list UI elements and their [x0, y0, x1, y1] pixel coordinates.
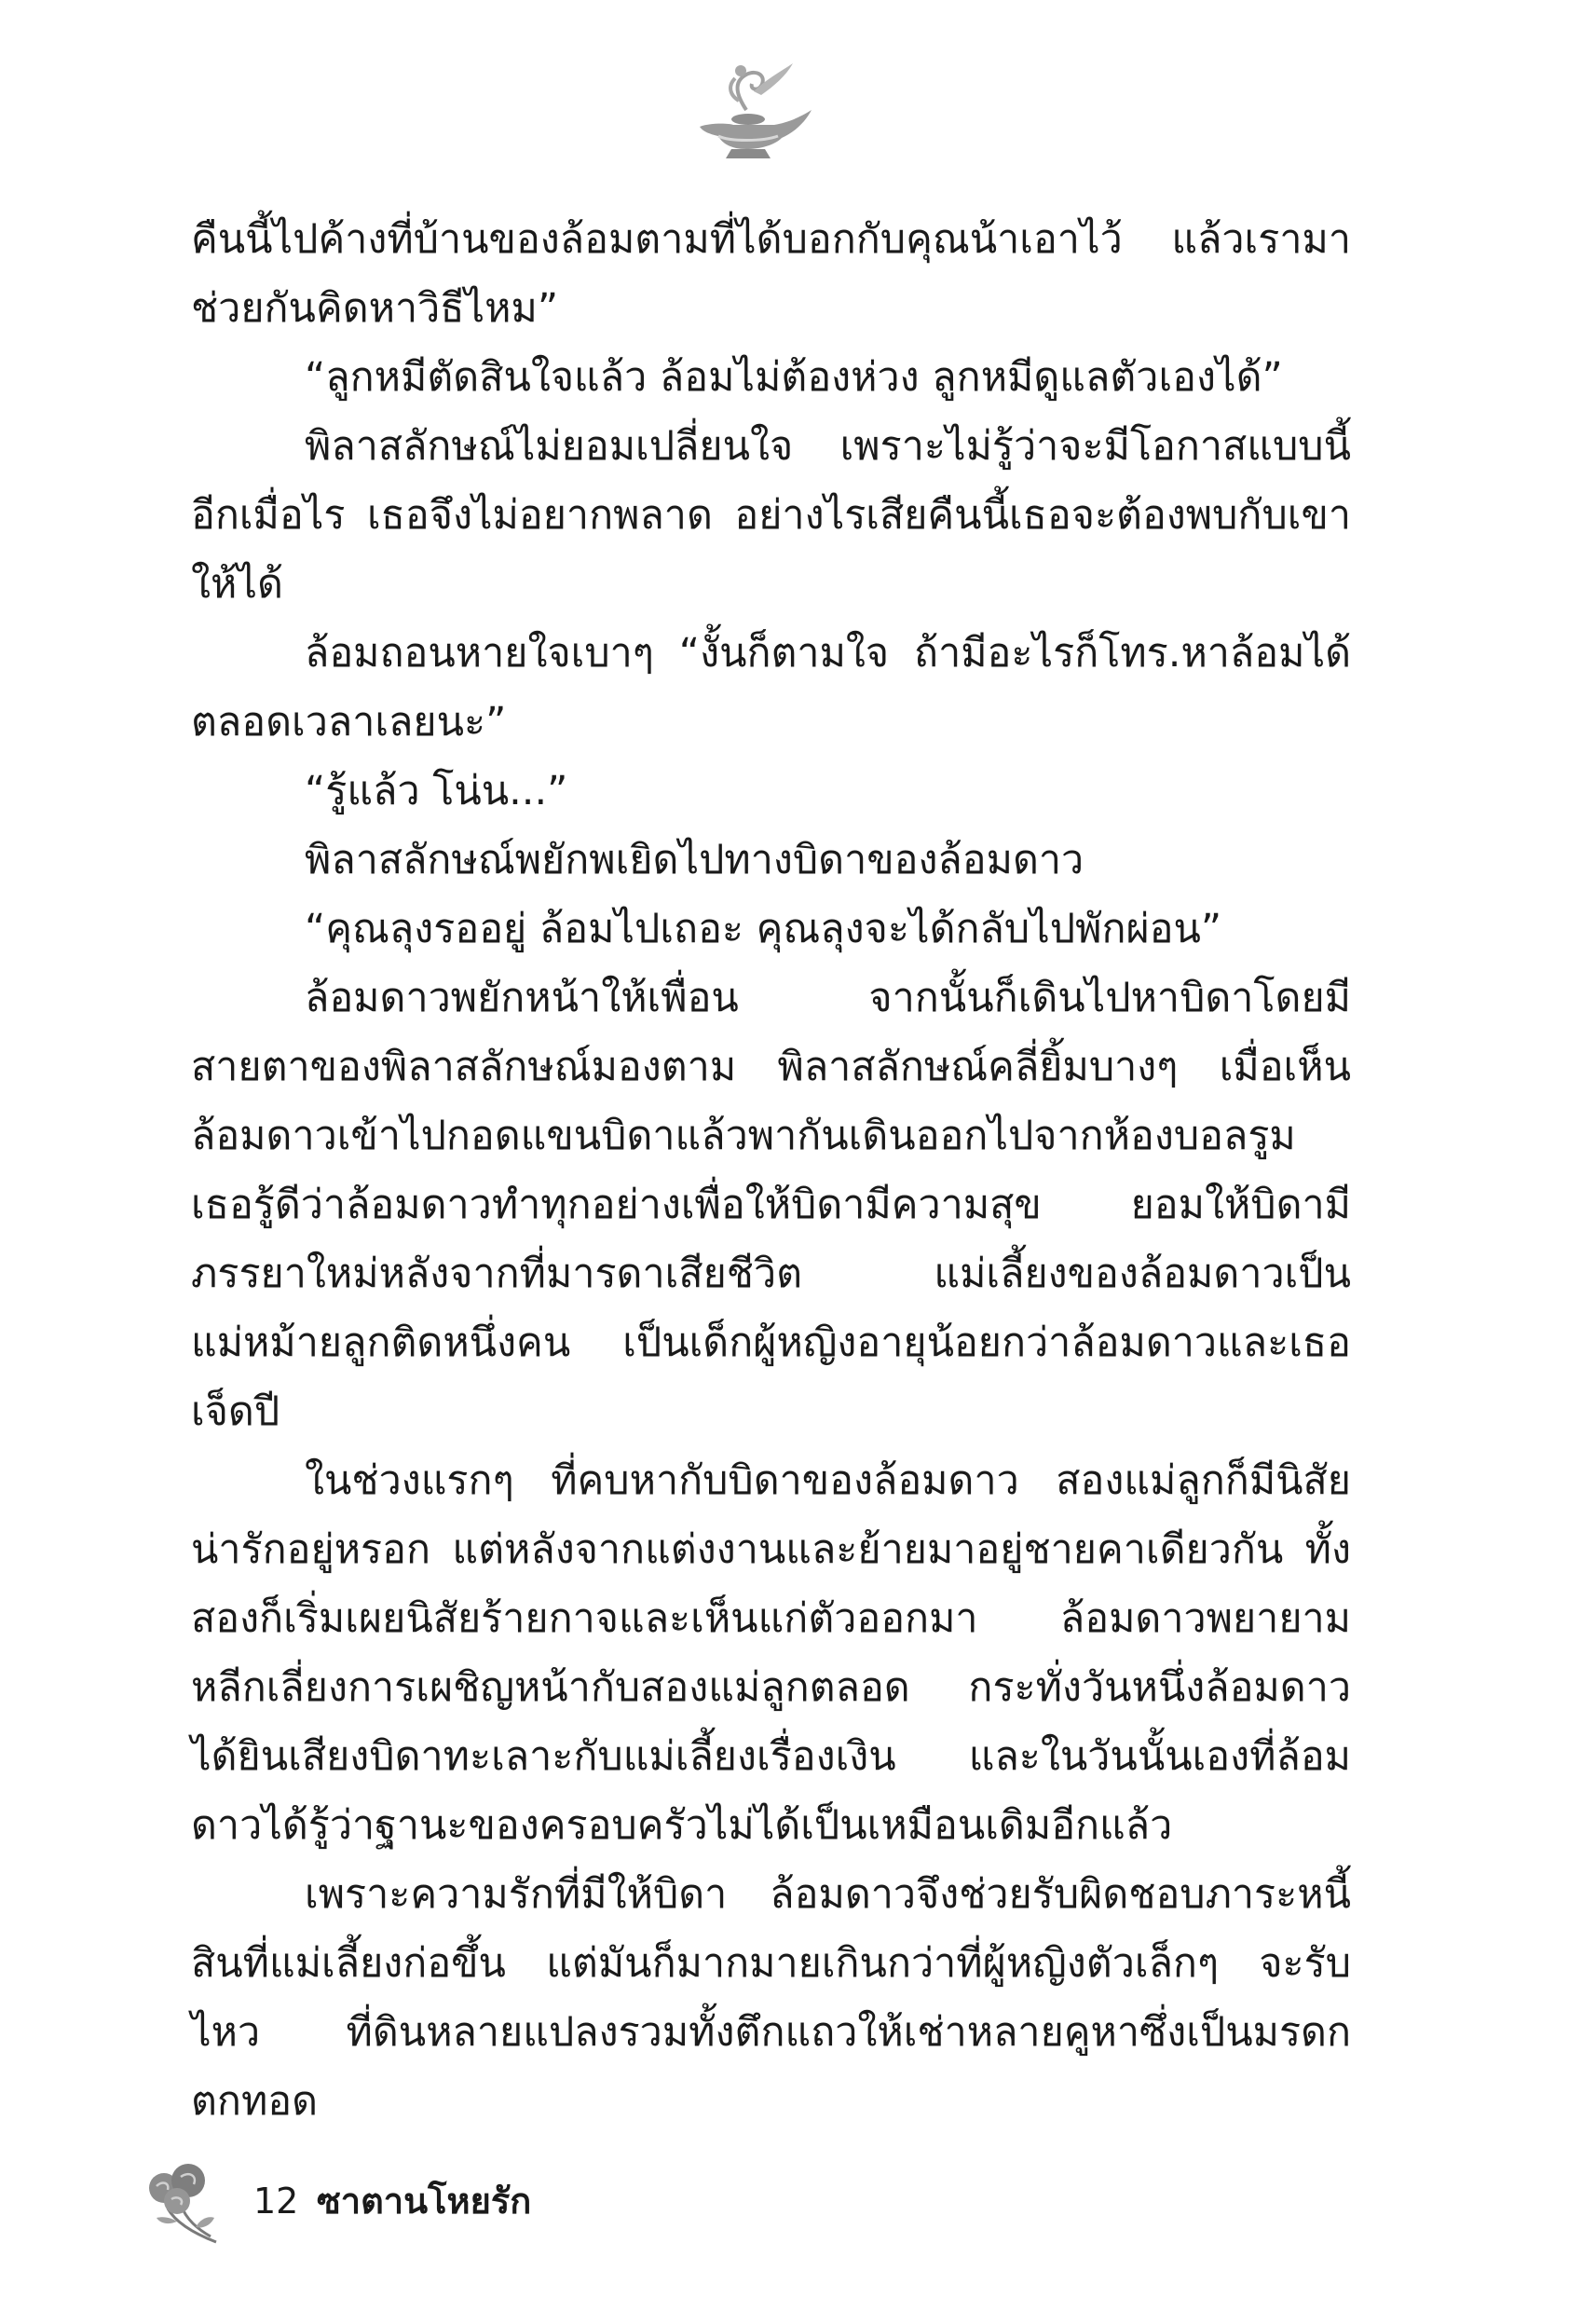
paragraph: “คุณลุงรออยู่ ล้อมไปเถอะ คุณลุงจะได้กลับไปพักผ่อน”: [305, 906, 1222, 952]
paragraph: “ลูกหมีตัดสินใจแล้ว ล้อมไม่ต้องห่วง ลูกหมีดูแลตัวเองได้”: [305, 354, 1283, 401]
book-title: ซาตานโหยรัก: [317, 2181, 532, 2222]
page-number: 12: [253, 2181, 299, 2222]
paragraph: คืนนี้ไปค้างที่บ้านของล้อมตามที่ได้บอกกับคุณน้าเอาไว้ แล้วเรามาช่วยกันคิดหาวิธีไหม”: [191, 216, 1351, 332]
page-footer: [140, 2143, 792, 2246]
genie-lamp-icon: [681, 54, 821, 166]
paragraph: ล้อมถอนหายใจเบาๆ “งั้นก็ตามใจ ถ้ามีอะไรก็โทร.หาล้อมได้ตลอดเวลาเลยนะ”: [191, 630, 1351, 745]
paragraph: “รู้แล้ว โน่น...”: [305, 768, 568, 814]
rose-icon: [140, 2143, 233, 2246]
paragraph: เพราะความรักที่มีให้บิดา ล้อมดาวจึงช่วยรับผิดชอบภาระหนี้สินที่แม่เลี้ยงก่อขึ้น แต่มันก็มากมายเกินกว่าที่ผู้หญิงตัวเล็กๆ จะรับไหว ที่ดินหลายแปลงรวมทั้งตึกแถวให้เช่าหลายคูหาซึ่งเป็นมรดกตกทอด: [191, 1871, 1351, 2125]
paragraph: พิลาสลักษณ์พยักพเยิดไปทางบิดาของล้อมดาว: [305, 837, 1084, 883]
paragraph: พิลาสลักษณ์ไม่ยอมเปลี่ยนใจ เพราะไม่รู้ว่าจะมีโอกาสแบบนี้อีกเมื่อไร เธอจึงไม่อยากพลาด อย่างไรเสียคืนนี้เธอจะต้องพบกับเขาให้ได้: [191, 423, 1351, 608]
paragraph: ล้อมดาวพยักหน้าให้เพื่อน จากนั้นก็เดินไปหาบิดาโดยมีสายตาของพิลาสลักษณ์มองตาม พิลาสลักษณ์คลี่ยิ้มบางๆ เมื่อเห็นล้อมดาวเข้าไปกอดแขนบิดาแล้วพากันเดินออกไปจากห้องบอลรูม เธอรู้ดีว่าล้อมดาวทำทุกอย่างเพื่อให้บิดามีความสุข ยอมให้บิดามีภรรยาใหม่หลังจากที่มารดาเสียชีวิต แม่เลี้ยงของล้อมดาวเป็นแม่หม้ายลูกติดหนึ่งคน เป็นเด็กผู้หญิงอายุน้อยกว่าล้อมดาวและเธอเจ็ดปี: [191, 975, 1351, 1435]
paragraph: ในช่วงแรกๆ ที่คบหากับบิดาของล้อมดาว สองแม่ลูกก็มีนิสัยน่ารักอยู่หรอก แต่หลังจากแต่งงานและย้ายมาอยู่ชายคาเดียวกัน ทั้งสองก็เริ่มเผยนิสัยร้ายกาจและเห็นแก่ตัวออกมา ล้อมดาวพยายามหลีกเลี่ยงการเผชิญหน้ากับสองแม่ลูกตลอด กระทั่งวันหนึ่งล้อมดาวได้ยินเสียงบิดาทะเลาะกับแม่เลี้ยงเรื่องเงิน และในวันนั้นเองที่ล้อมดาวได้รู้ว่าฐานะของครอบครัวไม่ได้เป็นเหมือนเดิมอีกแล้ว: [191, 1457, 1351, 1849]
body-text: [191, 205, 1351, 2136]
